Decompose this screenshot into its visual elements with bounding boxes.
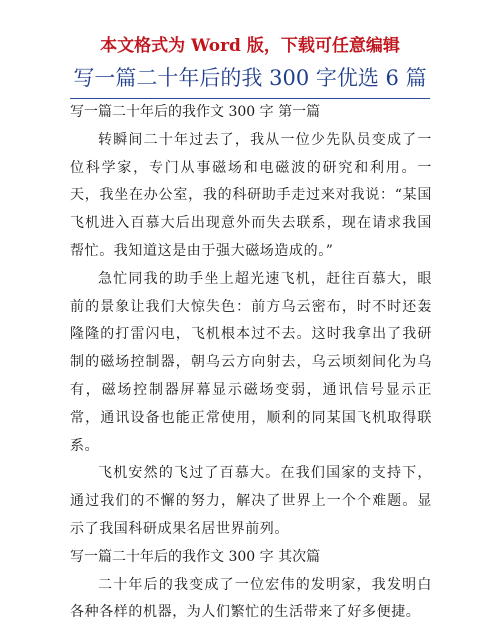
paragraph: 飞机安然的飞过了百慕大。在我们国家的支持下，通过我们的不懈的努力，解决了世界上一个个难题。显示了我国科研成果名居世界前列。: [70, 465, 432, 537]
document-body: [70, 99, 432, 627]
paragraph: 急忙同我的助手坐上超光速飞机，赶往百慕大，眼前的景象让我们大惊失色：前方乌云密布，时不时还轰隆隆的打雷闪电，飞机根本过不去。这时我拿出了我研制的磁场控制器，朝乌云方向射去，乌云顷刻间化为乌有，磁场控制器屏幕显示磁场变弱，通讯信号显示正常，通讯设备也能正常使用，顺利的同某国飞机取得联系。: [70, 270, 432, 454]
paragraph: 二十年后的我变成了一位宏伟的发明家，我发明白各种各样的机器，为人们繁忙的生活带来了好多便捷。: [70, 576, 432, 621]
section-heading-1: 写一篇二十年后的我作文 300 字 第一篇: [70, 104, 321, 120]
paragraph: 转瞬间二十年过去了，我从一位少先队员变成了一位科学家，专门从事磁场和电磁波的研究和利用。一天，我坐在办公室，我的科研助手走过来对我说：“某国飞机进入百慕大后出现意外而失去联系，现在请求我国帮忙。我知道这是由于强大磁场造成的。”: [70, 131, 432, 259]
format-notice-banner: 本文格式为 Word 版，下载可任意编辑: [100, 36, 400, 56]
document-title: 写一篇二十年后的我 300 字优选 6 篇: [73, 66, 427, 90]
section-heading-2: 写一篇二十年后的我作文 300 字 其次篇: [70, 548, 321, 565]
